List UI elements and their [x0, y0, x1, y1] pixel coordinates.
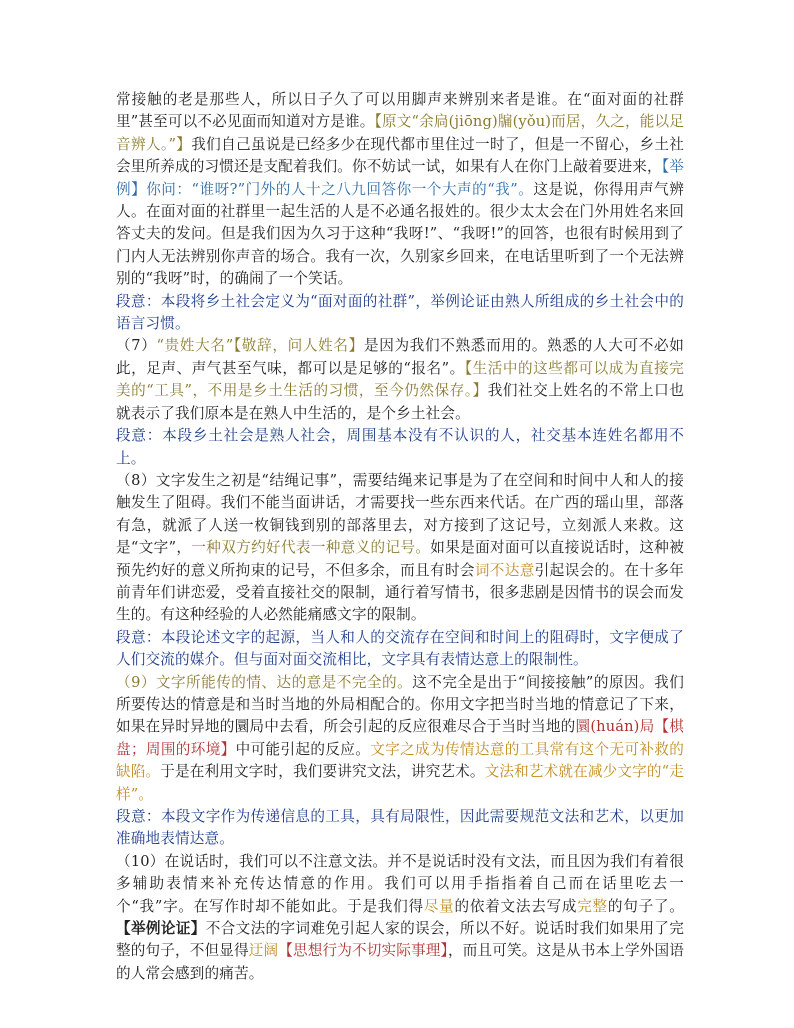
summary-paragraph-6: 段意：本段将乡土社会定义为“面对面的社群”，举例论证由熟人所组成的乡土社会中的语言习惯。: [116, 292, 684, 333]
highlighted-sentence: 文法和艺术就在减少文字的“走样”。: [116, 763, 685, 803]
text-span: 是因为我们不熟悉而用的。熟悉的人大可不必如此，足声、声气甚至气味，都可以是足够的“报名”。: [116, 337, 684, 377]
highlighted-phrase: “贵姓大名”: [156, 337, 234, 355]
paragraph-10: [116, 851, 684, 985]
highlighted-phrase: 一种双方约好代表一种意义的记号。: [191, 539, 431, 557]
text-span: ，而且可笑。这是从书本上学外国语的人常会感到的痛苦。: [116, 942, 685, 982]
annotation-definition: 【敬辞，问人姓名】: [233, 337, 364, 355]
paragraph-number: （7）: [116, 337, 157, 355]
annotation-definition: 【思想行为不切实际事理】: [278, 942, 448, 960]
highlighted-word: 迂阔: [248, 942, 279, 960]
text-span: 中可能引起的反应。: [235, 740, 371, 758]
highlighted-word: 圜(huán)局: [575, 718, 655, 736]
text-span: 于是在利用文字时，我们要讲究文法，讲究艺术。: [160, 763, 485, 781]
highlighted-sentence: 文字之成为传情达意的工具常有这个无可补救的缺陷。: [116, 740, 684, 781]
example-text: 你问：“谁呀?”门外的人十之八九回答你一个大声的“我”。: [146, 180, 534, 198]
summary-paragraph-7: 段意：本段乡土社会是熟人社会，周围基本没有不认识的人，社交基本连姓名都用不上。: [116, 427, 684, 467]
text-span: 如果是面对面可以直接说话时，这种被预先约好的意义所拘束的记号，不但多余，而且有时会: [116, 539, 684, 579]
text-span: 的依着文法去写成: [454, 897, 578, 915]
text-span: 的句子了。: [607, 897, 684, 915]
paragraph-6: [116, 89, 684, 291]
document-body: [116, 89, 684, 985]
annotation-example-tag: 【举例】: [116, 158, 684, 198]
highlighted-sentence: （9）文字所能传的情、达的意是不完全的。: [116, 673, 413, 691]
paragraph-7: [116, 335, 684, 425]
annotation-original-text: 【原文“余扃(jiōng)牖(yǒu)而居，久之，能以足音辨人。”】: [116, 113, 684, 153]
text-span: 常接触的老是那些人，所以日子久了可以用脚声来辨别来者是谁。在“面对面的社群里”甚至可以不必见面而知道对方是谁。: [116, 91, 684, 131]
annotation-comment: 【生活中的这些都可以成为直接完美的“工具”，不用是乡土生活的习惯，至今仍然保存。】: [116, 359, 684, 400]
text-span: 不合文法的字词难免引起人家的误会，所以不好。说话时我们如果用了完整的句子，不但显得: [116, 920, 684, 960]
annotation-example-tag: 【举例论证】: [116, 920, 206, 938]
summary-paragraph-8: 段意：本段论述文字的起源，当人和人的交流存在空间和时间上的阻碍时，文字便成了人们交流的媒介。但与面对面交流相比，文字具有表情达意上的限制性。: [116, 628, 684, 669]
text-span: 我们自己虽说是已经多少在现代都市里住过一时了，但是一不留心，乡土社会里所养成的习惯还是支配着我们。你不妨试一试，如果有人在你门上敲着要进来，: [116, 135, 684, 176]
text-span: 引起误会的。在十多年前青年们讲恋爱，受着直接社交的限制，通行着写情书，很多悲剧是因情书的误会而发生的。有这种经验的人必然能痛感文字的限制。: [116, 561, 684, 624]
annotation-definition: 【棋盘；周围的环境】: [116, 718, 684, 758]
text-span: （10）在说话时，我们可以不注意文法。并不是说话时没有文法，而且因为我们有着很多辅助表情来补充传达情意的作用。我们可以用手指指着自己而在话里吃去一个“我”字。在写作时却不能如此。于是我们得: [116, 852, 684, 915]
text-span: （8）文字发生之初是“结绳记事”，需要结绳来记事是为了在空间和时间中人和人的接触发生了阻碍。我们不能当面讲话，才需要找一些东西来代话。在广西的瑶山里，部落有急，就派了人送一枚铜钱到别的部落里去，对方接到了这记号，立刻派人来救。这是“文字”，: [116, 471, 684, 557]
paragraph-8: [116, 470, 684, 627]
text-span: 这是说，你得用声气辨人。在面对面的社群里一起生活的人是不必通名报姓的。很少太太会在门外用姓名来回答丈夫的发问。但是我们因为久习于这种“我呀!”、“我呀!”的回答，也很有时候用到了门内人无法辨别你声音的场合。我有一次，久别家乡回来，在电话里听到了一个无法辨别的“我呀”时，的确闹了一个笑话。: [116, 180, 684, 288]
highlighted-word: 完整: [577, 897, 608, 915]
text-span: 这不完全是出于“间接接触”的原因。我们所要传达的情意是和当时当地的外局相配合的。你用文字把当时当地的情意记了下来，如果在异时异地的圜局中去看，所会引起的反应很难尽合于当时当地的: [116, 673, 684, 736]
paragraph-9: [116, 672, 684, 806]
highlighted-word: 词不达意: [474, 561, 535, 579]
text-span: 我们社交上姓名的不常上口也就表示了我们原本是在熟人中生活的，是个乡土社会。: [116, 382, 684, 422]
summary-paragraph-9: 段意：本段文字作为传递信息的工具，具有局限性，因此需要规范文法和艺术，以更加准确地表情达意。: [116, 808, 684, 848]
highlighted-word: 尽量: [423, 897, 455, 915]
